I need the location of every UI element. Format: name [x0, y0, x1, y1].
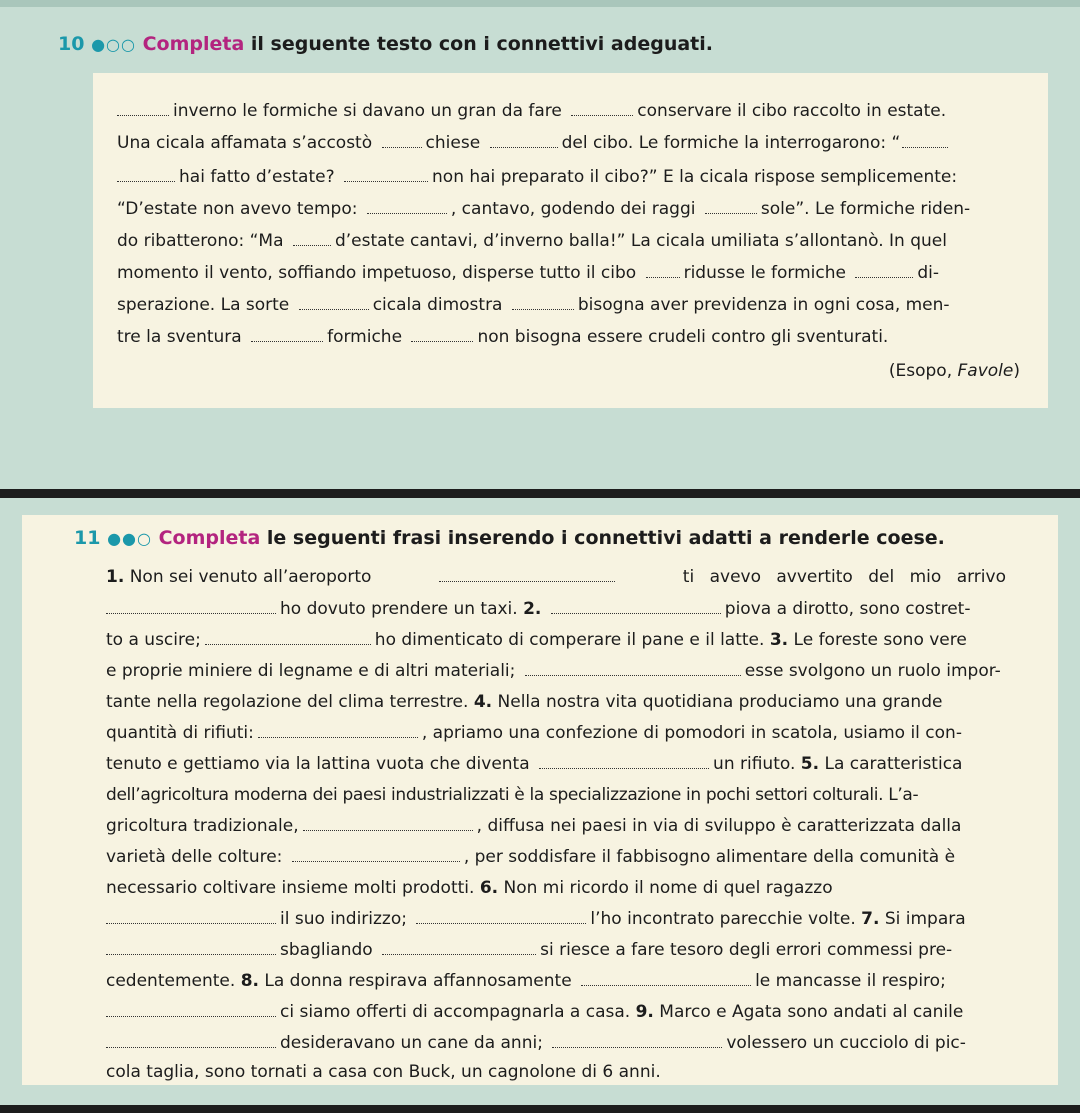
blank-field[interactable]	[299, 295, 369, 310]
text-fragment: ho dovuto prendere un taxi.	[280, 599, 518, 619]
text-line	[117, 101, 946, 121]
exercise-11-lines	[22, 515, 1058, 1085]
blank-field[interactable]	[382, 940, 536, 955]
blank-field[interactable]	[344, 167, 428, 182]
text-line	[106, 661, 1001, 681]
blank-field[interactable]	[646, 263, 680, 278]
text-line	[106, 723, 962, 743]
text-fragment: tante nella regolazione del clima terrestre.	[106, 692, 469, 712]
text-fragment: cicala dimostra	[372, 295, 503, 315]
text-fragment: momento il vento, soffiando impetuoso, disperse tutto il cibo	[117, 263, 637, 283]
text-fragment: esse svolgono un ruolo impor-	[744, 661, 1001, 681]
text-fragment: piova a dirotto, sono costret-	[724, 599, 971, 619]
text-fragment: e proprie miniere di legname e di altri materiali;	[106, 661, 516, 681]
text-line	[117, 327, 888, 347]
item-number: 8.	[240, 971, 259, 991]
item-number: 4.	[473, 692, 493, 712]
text-fragment: del cibo. Le formiche la interrogarono: “	[561, 133, 901, 153]
text-fragment: conservare il cibo raccolto in estate.	[637, 101, 947, 121]
text-fragment: non bisogna essere crudeli contro gli sventurati.	[477, 327, 889, 347]
text-line	[106, 630, 967, 650]
blank-field[interactable]	[705, 199, 757, 214]
difficulty-dots-icon: ●○○	[91, 35, 136, 54]
text-fragment: do ribatterono: “Ma	[117, 231, 284, 251]
text-fragment: ho dimenticato di comperare il pane e il latte.	[374, 630, 765, 650]
section-divider	[0, 489, 1080, 498]
text-fragment: un rifiuto.	[713, 754, 796, 774]
text-line	[106, 847, 955, 867]
text-line	[106, 1033, 966, 1053]
instruction-keyword: Completa	[158, 527, 261, 549]
blank-field[interactable]	[106, 1002, 276, 1017]
blank-field[interactable]	[251, 327, 323, 342]
blank-field[interactable]	[539, 754, 709, 769]
text-fragment: ridusse le formiche	[683, 263, 846, 283]
blank-field[interactable]	[367, 199, 447, 214]
text-fragment: Si impara	[884, 909, 966, 929]
text-fragment: l’ho incontrato parecchie volte.	[590, 909, 856, 929]
text-fragment: ti avevo avvertito del mio arrivo	[682, 567, 1006, 587]
text-line	[106, 971, 946, 991]
text-fragment: cedentemente.	[106, 971, 236, 991]
item-number: 7.	[861, 909, 880, 929]
text-fragment: Marco e Agata sono andati al canile	[659, 1002, 964, 1022]
blank-field[interactable]	[439, 567, 615, 582]
text-line	[106, 1002, 963, 1022]
blank-field[interactable]	[292, 847, 460, 862]
item-number: 6.	[479, 878, 499, 898]
text-line	[117, 167, 957, 187]
bottom-divider	[0, 1105, 1080, 1113]
text-line	[106, 785, 918, 805]
blank-field[interactable]	[551, 599, 721, 614]
text-fragment: , cantavo, godendo dei raggi	[450, 199, 696, 219]
text-fragment: to a uscire;	[106, 630, 201, 650]
text-fragment: Non sei venuto all’aeroporto	[124, 567, 372, 587]
instruction-keyword: Completa	[142, 33, 245, 55]
blank-field[interactable]	[490, 133, 558, 148]
text-fragment: quantità di rifiuti:	[106, 723, 254, 743]
blank-field[interactable]	[106, 1033, 276, 1048]
item-number: 1.	[106, 567, 125, 587]
text-fragment: , diffusa nei paesi in via di sviluppo è caratterizzata dalla	[476, 816, 962, 836]
text-line	[106, 909, 966, 929]
text-fragment: tre la sventura	[117, 327, 242, 347]
text-line	[106, 599, 970, 619]
text-line	[106, 692, 942, 712]
text-fragment: cola taglia, sono tornati a casa con Buck, un cagnolone di 6 anni.	[106, 1062, 661, 1082]
blank-field[interactable]	[902, 133, 948, 148]
text-fragment: chiese	[425, 133, 481, 153]
blank-field[interactable]	[552, 1033, 722, 1048]
text-line	[106, 816, 961, 836]
difficulty-dots-icon: ●●○	[107, 529, 152, 548]
text-fragment: d’estate cantavi, d’inverno balla!” La cicala umiliata s’allontanò. In quel	[334, 231, 947, 251]
text-fragment: inverno le formiche si davano un gran da fare	[173, 101, 562, 121]
blank-field[interactable]	[382, 133, 422, 148]
source-author: (Esopo,	[888, 361, 958, 381]
text-line	[117, 199, 970, 219]
blank-field[interactable]	[117, 101, 169, 116]
blank-field[interactable]	[411, 327, 473, 342]
blank-field[interactable]	[106, 940, 276, 955]
text-line	[117, 133, 952, 153]
blank-field[interactable]	[416, 909, 586, 924]
text-fragment: , per soddisfare il fabbisogno alimentare della comunità è	[463, 847, 956, 867]
top-border	[0, 0, 1080, 7]
text-fragment: volessero un cucciolo di pic-	[726, 1033, 966, 1053]
text-fragment: dell’agricoltura moderna dei paesi industrializzati è la specializzazione in pochi settori colturali. L’a-	[106, 785, 919, 805]
blank-field[interactable]	[855, 263, 913, 278]
text-fragment: ci siamo offerti di accompagnarla a casa.	[280, 1002, 631, 1022]
text-line	[106, 940, 952, 960]
text-fragment: sbagliando	[280, 940, 373, 960]
text-fragment: si riesce a fare tesoro degli errori commessi pre-	[540, 940, 953, 960]
blank-field[interactable]	[293, 231, 331, 246]
item-number: 2.	[523, 599, 542, 619]
text-line	[106, 754, 962, 774]
blank-field[interactable]	[512, 295, 574, 310]
text-fragment: Nella nostra vita quotidiana produciamo una grande	[497, 692, 943, 712]
text-fragment: tenuto e gettiamo via la lattina vuota che diventa	[106, 754, 530, 774]
text-fragment: Le foreste sono vere	[793, 630, 967, 650]
text-fragment: La caratteristica	[824, 754, 963, 774]
text-fragment: gricoltura tradizionale,	[106, 816, 299, 836]
item-number: 9.	[635, 1002, 654, 1022]
text-fragment: formiche	[327, 327, 403, 347]
source-work: Favole	[957, 361, 1014, 381]
text-fragment: sperazione. La sorte	[117, 295, 290, 315]
blank-field[interactable]	[106, 599, 276, 614]
text-fragment: necessario coltivare insieme molti prodotti.	[106, 878, 475, 898]
source-close: )	[1013, 361, 1020, 381]
blank-field[interactable]	[258, 723, 418, 738]
text-fragment: “D’estate non avevo tempo:	[117, 199, 358, 219]
text-fragment: Non mi ricordo il nome di quel ragazzo	[503, 878, 833, 898]
text-fragment: Una cicala affamata s’accostò	[117, 133, 373, 153]
blank-field[interactable]	[117, 167, 175, 182]
text-fragment: desideravano un cane da anni;	[280, 1033, 543, 1053]
source-citation	[889, 361, 1020, 381]
text-fragment: hai fatto d’estate?	[179, 167, 335, 187]
blank-field[interactable]	[525, 661, 741, 676]
blank-field[interactable]	[205, 630, 371, 645]
text-fragment: di-	[917, 263, 940, 283]
text-fragment: il suo indirizzo;	[280, 909, 407, 929]
text-fragment: La donna respirava affannosamente	[264, 971, 572, 991]
text-fragment: bisogna aver previdenza in ogni cosa, men-	[577, 295, 950, 315]
exercise-number: 11	[74, 527, 101, 549]
exercise-10-text-panel	[93, 73, 1048, 408]
text-line	[117, 231, 947, 251]
text-line	[106, 567, 1006, 587]
blank-field[interactable]	[581, 971, 751, 986]
text-fragment: , apriamo una confezione di pomodori in scatola, usiamo il con-	[421, 723, 962, 743]
exercise-10-header	[58, 33, 713, 55]
text-fragment: le mancasse il respiro;	[755, 971, 946, 991]
text-line	[106, 1062, 661, 1082]
instruction-text: il seguente testo con i connettivi adeguati.	[244, 33, 713, 55]
text-line	[106, 878, 833, 898]
text-fragment: non hai preparato il cibo?” E la cicala rispose semplicemente:	[432, 167, 958, 187]
text-fragment: varietà delle colture:	[106, 847, 283, 867]
item-number: 3.	[769, 630, 789, 650]
item-number: 5.	[800, 754, 820, 774]
blank-field[interactable]	[106, 909, 276, 924]
text-line	[117, 295, 950, 315]
blank-field[interactable]	[571, 101, 633, 116]
instruction-text: le seguenti frasi inserendo i connettivi adatti a renderle coese.	[260, 527, 945, 549]
text-line	[117, 263, 939, 283]
text-fragment: sole”. Le formiche riden-	[760, 199, 971, 219]
blank-field[interactable]	[303, 816, 473, 831]
exercise-number: 10	[58, 33, 85, 55]
